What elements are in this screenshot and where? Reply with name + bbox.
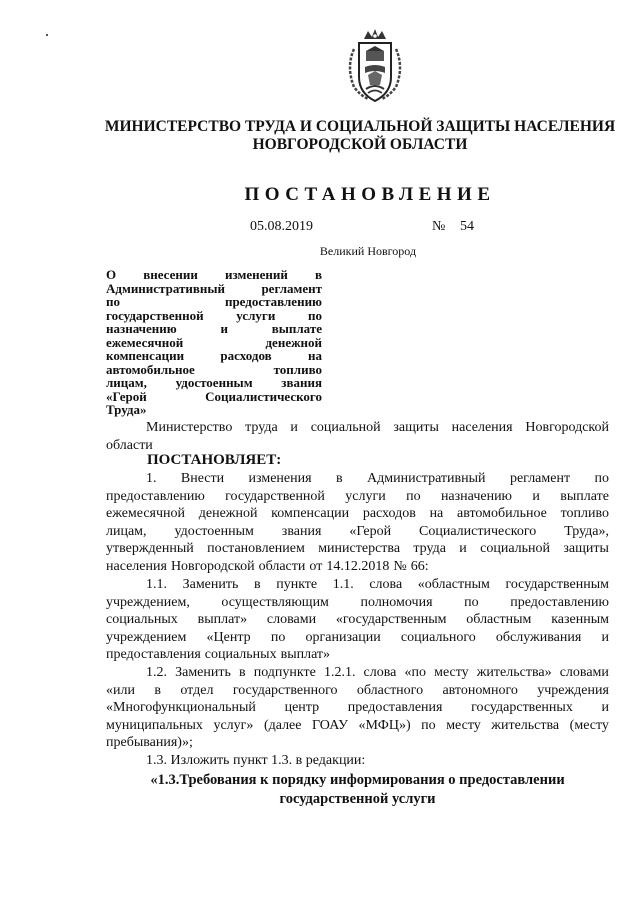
word: «государственным [335,612,447,628]
text-line [106,363,322,377]
word: лицам, [106,523,147,539]
word: выплате [560,488,609,504]
text-line [106,488,609,506]
word: и [220,321,228,336]
word: изменения [248,471,312,486]
text-line [106,629,609,647]
word: утвержденный [106,541,194,557]
word: слова [363,665,397,680]
word: словами [559,665,609,680]
text-line [106,336,322,350]
word: слова [369,577,403,592]
word: денежной [265,334,322,350]
section-heading-line-1: «1.3.Требования к порядку информирования о предоставлении [150,772,565,788]
organization-name-line-1: МИНИСТЕРСТВО ТРУДА И СОЦИАЛЬНОЙ ЗАЩИТЫ НАСЕЛЕНИЯ [104,118,616,135]
word: «Центр [206,629,251,645]
word: 1.1. [146,577,167,592]
word: государственной [225,488,325,504]
word: учреждения [537,682,609,698]
word: расходов [220,348,272,363]
word: автомобильное [106,361,195,377]
word: Заменить [175,665,231,680]
text-line [106,576,609,594]
word: 1.2.1. [323,665,356,680]
scan-speck [46,34,48,36]
word: «Герой [106,388,147,404]
word: и [601,629,609,645]
word: защиты [393,420,439,435]
word: центр [284,700,320,716]
word: по [106,294,120,309]
word: топливо [560,506,609,522]
word: социального [400,629,476,645]
word: государственных [471,700,573,716]
word: Административный [367,471,486,486]
word: Труда» [106,402,147,417]
word: подпункте [253,665,316,680]
word: компенсации [271,506,350,522]
item-1-3-text: 1.3. Изложить пункт 1.3. в редакции: [146,753,366,768]
word: по [308,307,322,323]
word: социальной [310,420,381,435]
word: по [270,629,286,645]
word: «областным [417,577,490,592]
word: удостоенным [175,375,253,390]
word: государственного [232,682,338,698]
word: обслуживания [495,629,582,645]
word: 1. [146,471,157,486]
word: от [309,558,323,574]
word: казенным [551,612,609,628]
item-1-1 [106,576,609,664]
section-heading-line-2: государственной услуги [279,791,436,807]
word: государственной [106,307,204,323]
word: предоставления [347,700,443,716]
word: Административный [106,280,226,296]
text-line [106,523,609,541]
word: Социалистического [205,388,322,404]
word: Труда», [564,523,609,539]
word: полномочия [360,594,433,610]
text-line [106,282,322,296]
word: услуг» [213,717,254,733]
word: в [154,682,161,698]
word: месту [446,717,481,733]
text-line [106,646,609,664]
word: областного [356,682,424,698]
word: Заменить [182,577,239,592]
word: услуги [345,488,386,504]
text-line [106,390,322,404]
word: 1.1. [332,577,354,592]
word: Министерство [146,420,233,435]
word: «по [404,665,426,680]
word: месту [434,665,469,680]
document-number: 54 [460,219,474,234]
word: по [594,471,609,486]
word: внесении [143,267,198,282]
coat-of-arms-icon [342,27,408,105]
word: пункте [276,577,318,592]
text-line [106,594,609,612]
word: жительства» [476,665,552,680]
word: области [106,437,153,453]
word: по [464,594,479,610]
word: и [601,700,609,716]
word: ГОАУ [312,717,348,733]
word: отдел [180,682,214,698]
word: расходов [362,506,416,522]
item-1-2 [106,664,609,752]
word: и [532,488,540,504]
word: «МФЦ») [358,717,411,733]
word: государственным [505,577,609,592]
word: «Герой [349,523,392,539]
word: жительства [491,717,560,733]
word: социальной [480,541,551,557]
word: и [290,420,298,435]
word: областным [466,612,532,628]
word: звания [281,375,322,390]
word: Социалистического [419,523,537,539]
word: области [258,558,306,574]
text-line [106,699,609,717]
word: ежемесячной [106,506,186,522]
word: по [406,488,421,504]
word: учреждением, [106,594,190,610]
text-line [106,664,609,682]
text-line [106,419,609,437]
text-line [106,717,609,735]
word: в [253,577,261,592]
text-line [106,682,609,700]
word: 14.12.2018 [326,558,390,574]
text-line [106,611,609,629]
text-line [106,268,322,282]
word: труда [245,420,278,435]
word: звания [281,523,322,539]
text-line [106,734,609,752]
text-line [106,540,609,558]
word: предоставлению [106,488,205,504]
word: 1.2. [146,665,167,680]
document-subject [106,268,322,417]
section-heading [106,771,609,809]
preamble-paragraph [106,419,609,454]
word: в [238,665,246,680]
word: № [393,558,407,574]
word: в [314,267,322,282]
word: учреждением [106,629,187,645]
word: (далее [263,717,302,733]
word: на [429,506,444,522]
word: лицам, [106,375,147,390]
document-city: Великий Новгород [319,244,417,258]
word: предоставлению [510,594,609,610]
word: труда [413,541,446,557]
word: автомобильное [456,506,547,522]
document-type-title: ПОСТАНОВЛЕНИЕ [244,184,496,205]
text-line [106,505,609,523]
word: денежной [198,506,258,522]
word: регламент [509,471,571,486]
word: «или [106,682,135,698]
word: изменений [224,267,288,282]
word: осуществляющим [221,594,329,610]
word: постановлением [207,541,305,557]
word: организации [305,629,381,645]
word: Внести [180,471,225,486]
word: автономного [442,682,518,698]
text-line [106,295,322,309]
word: министерства [318,541,401,557]
word: Новгородской [170,558,255,574]
item-1-3 [106,752,609,770]
text-line [106,558,609,576]
word: и [459,541,467,557]
word: удостоенным [174,523,254,539]
word: 66: [410,558,429,574]
word: по [421,717,436,733]
document-date: 05.08.2019 [250,219,313,234]
word: ежемесячной [106,334,184,350]
word: регламент [261,280,322,296]
word: в [335,471,343,486]
text-line [106,322,322,336]
text-line [106,349,322,363]
word: выплат» [280,647,331,663]
word: защиты [563,541,609,557]
word: Новгородской [525,420,609,435]
organization-name-line-2: НОВГОРОДСКОЙ ОБЛАСТИ [252,136,468,153]
word: на [308,348,322,363]
word: социальных [204,647,277,663]
word: предоставлению [224,294,322,309]
text-line [106,470,609,488]
word: выплате [271,321,322,336]
word: словами [266,612,317,628]
word: предоставления [106,647,201,663]
text-line [106,403,322,417]
document-number-label: № [432,219,446,234]
word: назначению [106,321,177,336]
word: населения [451,420,513,435]
word: муниципальных [106,717,203,733]
text-line [106,309,322,323]
word: (месту [569,717,609,733]
word: пребывания)»; [106,735,193,751]
paragraph-1 [106,470,609,576]
word: назначению [440,488,513,504]
decree-word: ПОСТАНОВЛЯЕТ: [147,452,282,468]
word: топливо [273,361,322,377]
text-line [106,376,322,390]
word: «Многофункциональный [106,700,256,716]
word: выплат» [197,612,248,628]
word: населения [106,558,167,574]
word: социальных [106,612,178,628]
word: компенсации [106,348,185,363]
word: О [106,267,117,282]
word: услуги [236,307,276,323]
